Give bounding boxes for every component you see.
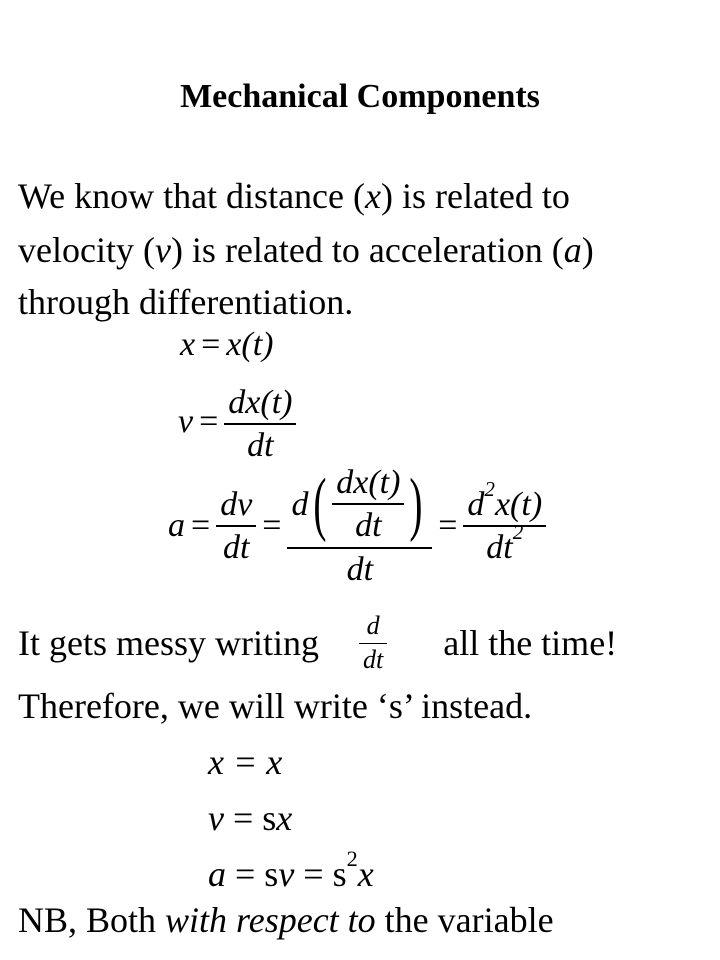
- var-a: a: [208, 854, 226, 894]
- eq-rhs: x(t): [226, 326, 274, 363]
- equation-x: [180, 326, 273, 364]
- var-v: v: [278, 854, 295, 894]
- therefore-line: Therefore, we will write ‘s’ instead.: [18, 686, 533, 726]
- s-equation-2: [208, 794, 292, 842]
- s-equation-1: x = x: [208, 742, 283, 782]
- var-v: v: [208, 798, 224, 838]
- fraction-numerator: dx(t): [336, 464, 401, 501]
- fraction-numerator: dx(t): [228, 384, 293, 421]
- eq-lhs: a: [168, 507, 185, 545]
- nb-emphasis: with respect to: [165, 900, 376, 940]
- denominator-dt: dt: [486, 529, 513, 567]
- s-operator: = s: [294, 854, 347, 894]
- intro-text: ) is related to: [380, 176, 570, 216]
- intro-line-3: through differentiation.: [18, 282, 354, 322]
- nested-fraction: [287, 464, 432, 588]
- intro-text: We know that distance (: [18, 176, 365, 216]
- var-x: x: [276, 798, 293, 838]
- page-title: Mechanical Components: [180, 78, 540, 115]
- fraction: [463, 476, 546, 567]
- eq-lhs: v: [178, 403, 194, 441]
- var-v: v: [154, 230, 171, 270]
- exponent: 2: [484, 476, 495, 501]
- fraction-denominator: dt: [346, 550, 374, 588]
- fraction-denominator: dt: [223, 529, 250, 567]
- s-operator: = s: [226, 854, 279, 894]
- intro-line-1: [18, 172, 570, 220]
- messy-text: It gets messy writing: [18, 623, 319, 664]
- derivative-d: d: [291, 485, 309, 523]
- fraction-numerator: [463, 476, 546, 525]
- fraction: [216, 486, 256, 567]
- nb-text: the variable: [375, 900, 554, 940]
- var-x: x: [365, 176, 381, 216]
- fraction-numerator: d ( $\frac{dx(t)}{dt}$ ): [291, 464, 423, 545]
- equals-sign: =: [191, 507, 211, 545]
- messy-text: all the time!: [443, 623, 618, 664]
- nb-text: NB, Both: [18, 900, 166, 940]
- equals-sign: =: [262, 507, 282, 545]
- fraction-denominator: [482, 520, 527, 567]
- exponent: 2: [346, 845, 358, 871]
- fraction-denominator: dt: [362, 644, 384, 674]
- equation-v: [178, 384, 296, 465]
- fraction-numerator: d: [366, 611, 380, 640]
- intro-text: ): [581, 230, 594, 270]
- intro-text: velocity (: [18, 230, 155, 270]
- var-a: a: [563, 230, 582, 270]
- equals-sign: =: [199, 403, 219, 441]
- fraction-numerator: dv: [220, 485, 253, 523]
- intro-text: ) is related to acceleration (: [170, 230, 564, 270]
- inner-fraction: [332, 464, 404, 545]
- numerator-rest: x(t): [494, 485, 543, 523]
- fraction-denominator: dt: [355, 507, 382, 545]
- eq-lhs: x: [180, 326, 196, 363]
- derivative-d: d: [467, 485, 485, 523]
- exponent: 2: [512, 520, 524, 545]
- nb-line: [18, 896, 554, 944]
- equation-a: [168, 464, 546, 588]
- s-operator: = s: [223, 798, 277, 838]
- fraction: [224, 384, 296, 465]
- s-equation-3: [208, 845, 374, 898]
- equals-sign: =: [201, 326, 221, 363]
- messy-line: [18, 612, 617, 674]
- d-dt-fraction: [359, 612, 387, 674]
- equals-sign: =: [438, 507, 458, 545]
- intro-line-2: [18, 226, 594, 274]
- var-x: x: [357, 854, 374, 894]
- fraction-denominator: dt: [247, 427, 274, 465]
